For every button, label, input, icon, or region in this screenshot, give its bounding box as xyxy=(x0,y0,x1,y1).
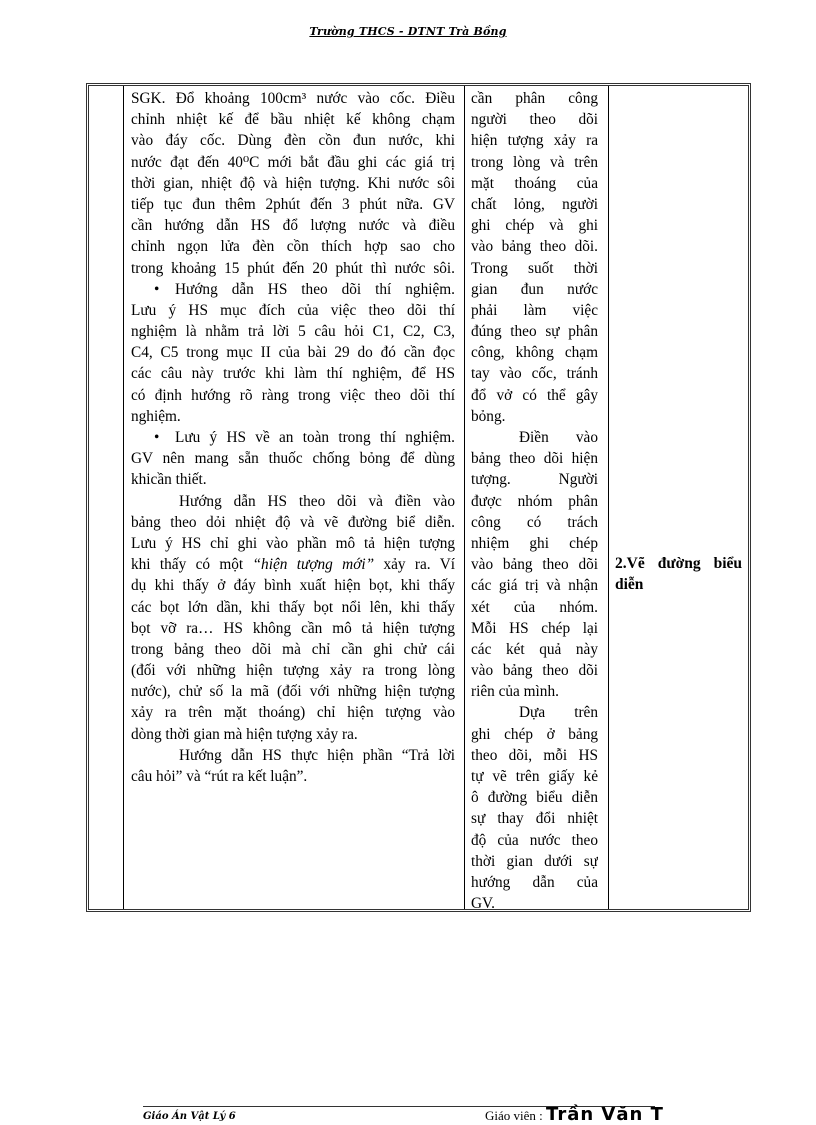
text-segment: nước), chử số la mã (đối với những hiện tượng xyxy=(131,683,455,701)
text-line xyxy=(471,385,598,406)
text-segment: GV nên mang sẵn thuốc chống bỏng để dùng xyxy=(131,450,455,468)
text-line xyxy=(471,872,598,893)
text-line xyxy=(131,321,455,342)
text-segment: Điền vào xyxy=(519,429,598,446)
text-line xyxy=(471,533,598,554)
text-line xyxy=(471,660,598,681)
column-teacher-activity xyxy=(124,86,465,909)
text-line xyxy=(471,427,598,448)
text-segment: Trong suốt thời xyxy=(471,259,598,277)
text-line xyxy=(471,766,598,787)
text-segment: độ của nước theo xyxy=(471,831,598,849)
text-line xyxy=(131,342,455,363)
text-segment: theo dõi, mỗi HS xyxy=(471,746,598,764)
text-line xyxy=(131,766,455,787)
text-line xyxy=(471,787,598,808)
emphasis-text: “hiện tượng mới” xyxy=(252,556,375,574)
teacher-label: Giáo viên : xyxy=(485,1108,543,1123)
text-segment: chỉnh ngọn lửa đèn cồn thích hợp sao cho xyxy=(131,238,455,256)
text-line xyxy=(131,533,455,554)
school-name: Trường THCS - DTNT Trà Bồng xyxy=(309,25,507,38)
teacher-name: Trần Văn T xyxy=(546,1104,664,1125)
text-line xyxy=(471,130,598,151)
text-segment: bọt vỡ ra… HS không cần mô tả hiện tượng xyxy=(131,619,455,637)
text-segment: nghiệm. xyxy=(131,407,181,425)
section-title-line-1: 2.Vẽ đường biểu xyxy=(615,555,742,572)
text-segment: các câu này trước khi làm thí nghiệm, để HS xyxy=(131,365,455,383)
text-segment: chỉnh nhiệt kế để bầu nhiệt kế không chạm xyxy=(131,111,455,129)
text-segment: ghi chép ở bảng xyxy=(471,725,598,743)
text-segment: công có trách xyxy=(471,513,598,531)
text-segment: Lưu ý HS về an toàn trong thí nghiệm. xyxy=(175,429,455,446)
text-segment: thời gian dưới sự xyxy=(471,852,598,870)
text-segment: các bọt lớn dần, khi thấy bọt nổi lên, khi thấy xyxy=(131,598,455,616)
text-line xyxy=(471,639,598,660)
text-segment: trong lòng và trên xyxy=(471,153,598,171)
column-step xyxy=(89,86,124,909)
text-segment: hiện tượng xảy ra xyxy=(471,132,598,150)
text-line xyxy=(471,363,598,384)
text-segment: bỏng. xyxy=(471,407,506,425)
text-line xyxy=(471,830,598,851)
text-segment: dụ khi thấy ở đáy bình xuất hiện bọt, khi thấy xyxy=(131,577,455,595)
text-segment: bảng theo dỏi nhiệt độ và vẽ đường biể diễn. xyxy=(131,513,455,531)
text-line xyxy=(131,427,455,448)
text-segment: trong bảng theo dõi mà chỉ cần ghi chử cái xyxy=(131,640,455,658)
text-segment: cần phân công xyxy=(471,90,598,107)
text-segment: người theo dõi xyxy=(471,111,598,129)
text-line xyxy=(471,109,598,130)
text-line xyxy=(471,618,598,639)
text-segment: vào bảng theo dõi xyxy=(471,662,598,680)
column-content xyxy=(609,86,748,909)
text-line xyxy=(471,554,598,575)
text-segment: câu hỏi” và “rút ra kết luận”. xyxy=(131,768,308,785)
text-segment: Lưu ý HS chỉ ghi vào phần mô tả hiện tượng xyxy=(131,534,455,552)
text-segment: GV. xyxy=(471,895,495,913)
text-line xyxy=(471,597,598,618)
text-segment: có định hướng rõ ràng trong việc theo dõi thí xyxy=(131,386,455,404)
text-line xyxy=(471,512,598,533)
text-segment: vào đáy cốc. Dùng đèn cồn đun nước, khi xyxy=(131,132,455,150)
text-line xyxy=(131,469,455,490)
text-segment: vào bảng theo dõi. xyxy=(471,238,598,256)
lesson-table xyxy=(86,83,751,912)
text-line xyxy=(471,575,598,596)
text-segment: xảy ra trên mặt thoáng) chỉ hiện tượng vào xyxy=(131,704,455,722)
text-segment: Dựa trên xyxy=(519,704,598,722)
text-segment: các két quả này xyxy=(471,640,598,658)
text-segment: đúng theo sự phân xyxy=(471,323,598,341)
text-segment: sự thay đổi nhiệt xyxy=(471,810,598,828)
text-line xyxy=(131,618,455,639)
text-segment: đổ vở có thể gây xyxy=(471,386,598,404)
text-line xyxy=(131,279,455,300)
text-line xyxy=(131,385,455,406)
text-segment: chất lỏng, người xyxy=(471,195,598,213)
text-line xyxy=(471,215,598,236)
text-segment: thời gian, nhiệt độ và hiện tượng. Khi nước sôi xyxy=(131,174,455,192)
text-line xyxy=(471,152,598,173)
text-line xyxy=(471,491,598,512)
text-line xyxy=(471,88,598,109)
text-line xyxy=(471,173,598,194)
text-line xyxy=(471,406,598,427)
section-title-line-2: diễn xyxy=(615,576,644,594)
text-segment: C4, C5 trong mục II của bài 29 do đó cần đọc xyxy=(131,344,455,362)
text-line xyxy=(131,724,455,745)
text-line xyxy=(471,236,598,257)
text-segment: ô đường biểu diễn xyxy=(471,789,598,807)
text-segment: SGK. Đổ khoảng 100cm³ nước vào cốc. Điều xyxy=(131,90,455,107)
footer-teacher xyxy=(485,1104,664,1125)
text-segment: công, không chạm xyxy=(471,344,598,362)
text-line xyxy=(131,363,455,384)
text-line xyxy=(471,194,598,215)
text-line xyxy=(471,893,598,914)
text-line xyxy=(471,469,598,490)
text-line xyxy=(131,109,455,130)
text-segment: hướng dẫn của xyxy=(471,873,598,891)
text-segment: xảy ra. Ví xyxy=(374,556,455,574)
column-student-activity xyxy=(465,86,609,913)
text-segment: khi thấy có một xyxy=(131,556,253,574)
text-line xyxy=(131,88,455,109)
text-line xyxy=(131,406,455,427)
text-line xyxy=(471,745,598,766)
text-line xyxy=(131,745,455,766)
text-line xyxy=(131,215,455,236)
text-line xyxy=(131,660,455,681)
text-line xyxy=(131,130,455,151)
text-line xyxy=(471,321,598,342)
text-line xyxy=(131,173,455,194)
text-line xyxy=(131,258,455,279)
text-line xyxy=(131,702,455,723)
text-segment: cần hướng dẫn HS đổ lượng nước và điều xyxy=(131,217,455,235)
text-segment: vào bảng theo dõi xyxy=(471,556,598,574)
text-segment: nghiệm là nhằm trả lời 5 câu hỏi C1, C2, C3, xyxy=(131,323,455,341)
text-segment: nhiệm ghi chép xyxy=(471,534,598,552)
text-segment: nước đạt đến 40⁰C mới bắt đầu ghi các giá trị xyxy=(131,153,455,171)
text-segment: các giá trị và nhận xyxy=(471,577,598,595)
text-line xyxy=(471,702,598,723)
text-segment: khicần thiết. xyxy=(131,471,207,489)
text-segment: dòng thời gian mà hiện tượng xảy ra. xyxy=(131,725,358,743)
text-line xyxy=(131,300,455,321)
text-line xyxy=(131,575,455,596)
text-line xyxy=(131,194,455,215)
text-segment: ghi chép và ghi xyxy=(471,217,598,235)
text-segment: tự vẽ trên giấy kẻ xyxy=(471,768,598,785)
text-line xyxy=(131,491,455,512)
text-line xyxy=(131,152,455,173)
text-segment: xét của nhóm. xyxy=(471,598,598,616)
text-segment: trong khoảng 15 phút đến 20 phút thì nước sôi. xyxy=(131,259,455,277)
text-segment: mặt thoáng của xyxy=(471,174,598,192)
text-line xyxy=(471,300,598,321)
text-line xyxy=(131,236,455,257)
text-line xyxy=(471,342,598,363)
text-line xyxy=(131,639,455,660)
text-line xyxy=(471,279,598,300)
text-line xyxy=(471,448,598,469)
text-line xyxy=(131,681,455,702)
text-segment: Hướng dẫn HS theo dõi thí nghiệm. xyxy=(175,280,455,298)
text-line xyxy=(471,258,598,279)
text-segment: được nhóm phân xyxy=(471,492,598,510)
text-segment: Lưu ý HS mục đích của việc theo dõi thí xyxy=(131,301,455,319)
text-segment: Hướng dẫn HS theo dõi và điền vào xyxy=(179,492,455,510)
text-segment: phải làm việc xyxy=(471,301,598,319)
text-line xyxy=(471,681,598,702)
text-segment: Hướng dẫn HS thực hiện phần “Trả lời xyxy=(179,746,455,764)
text-segment: tay vào cốc, tránh xyxy=(471,365,598,383)
text-segment: gian đun nước xyxy=(471,280,598,298)
text-line xyxy=(131,597,455,618)
text-line xyxy=(131,554,455,575)
text-segment: bảng theo dõi hiện xyxy=(471,450,598,468)
text-line xyxy=(471,724,598,745)
text-segment: riên của mình. xyxy=(471,683,559,701)
text-segment: (đối với những hiện tượng xảy ra trong lòng xyxy=(131,662,455,680)
page-header xyxy=(0,22,816,40)
text-segment: tượng. Người xyxy=(471,471,598,489)
text-line xyxy=(471,851,598,872)
text-segment: tiếp tục đun thêm 2phút đến 3 phút nữa. GV xyxy=(131,195,455,213)
text-segment: Mỗi HS chép lại xyxy=(471,619,598,637)
footer-subject: Giáo Án Vật Lý 6 xyxy=(143,1111,236,1122)
text-line xyxy=(471,808,598,829)
text-line xyxy=(131,512,455,533)
text-line xyxy=(131,448,455,469)
